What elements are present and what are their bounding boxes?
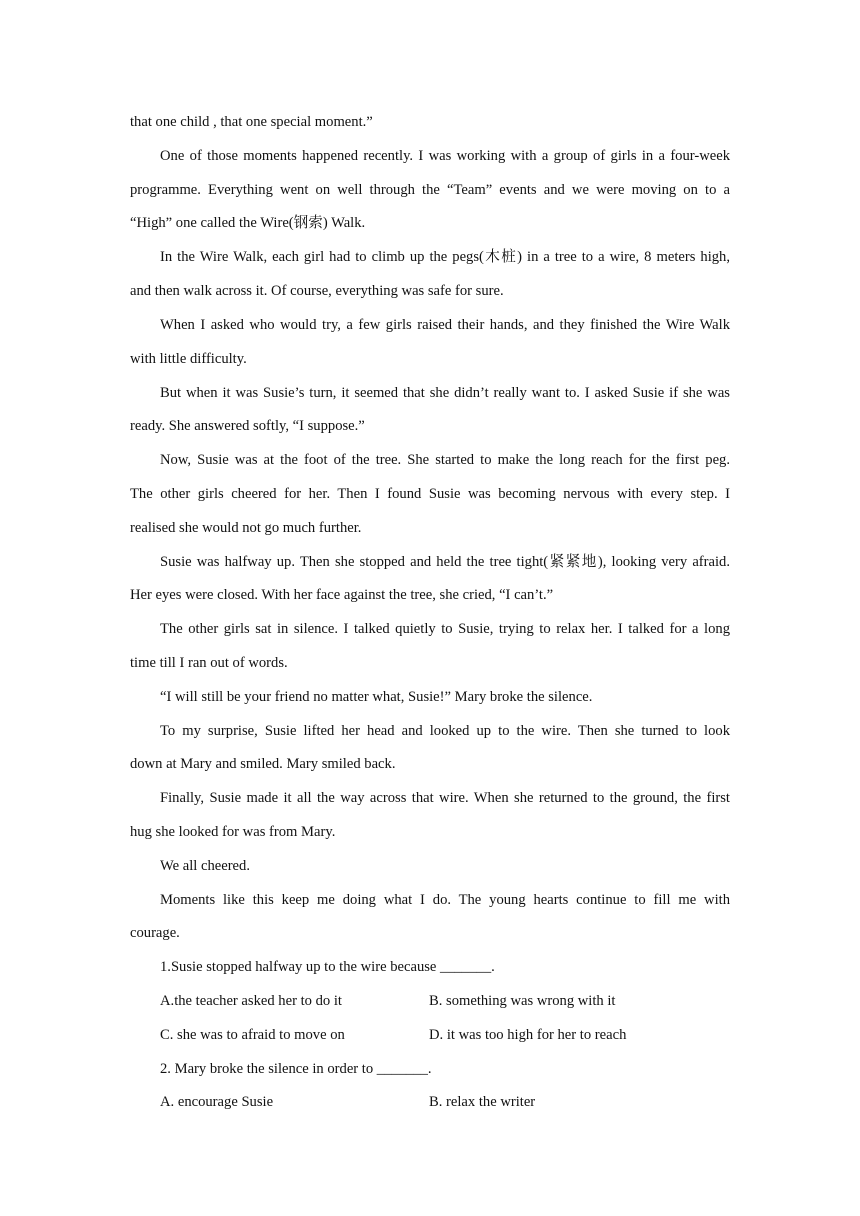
question-1-stem: 1.Susie stopped halfway up to the wire because _______. [160, 959, 495, 975]
question-1-option-b: B. something was wrong with it [429, 993, 616, 1009]
passage-line: down at Mary and smiled. Mary smiled back. [130, 756, 396, 772]
question-2-stem: 2. Mary broke the silence in order to _______. [160, 1061, 432, 1077]
passage-paragraph-start: We all cheered. [160, 858, 250, 874]
passage-line: programme. Everything went on well through the “Team” events and we were moving on to a [130, 182, 730, 198]
passage-paragraph-start: Now, Susie was at the foot of the tree. She started to make the long reach for the first peg. [160, 452, 730, 468]
question-1-option-a: A.the teacher asked her to do it [160, 993, 342, 1009]
passage-line: time till I ran out of words. [130, 655, 288, 671]
question-1-option-d: D. it was too high for her to reach [429, 1027, 627, 1043]
passage-line: hug she looked for was from Mary. [130, 824, 336, 840]
passage-line: courage. [130, 925, 180, 941]
passage-line: realised she would not go much further. [130, 520, 362, 536]
passage-paragraph-start: Finally, Susie made it all the way across that wire. When she returned to the ground, the first [160, 790, 730, 806]
passage-line: with little difficulty. [130, 351, 247, 367]
passage-line: Her eyes were closed. With her face against the tree, she cried, “I can’t.” [130, 587, 554, 603]
passage-paragraph-start: Moments like this keep me doing what I do. The young hearts continue to fill me with [160, 892, 730, 908]
passage-paragraph-start: “I will still be your friend no matter what, Susie!” Mary broke the silence. [160, 689, 593, 705]
passage-paragraph-start: To my surprise, Susie lifted her head and looked up to the wire. Then she turned to look [160, 723, 730, 739]
passage-line: that one child , that one special moment.” [130, 114, 373, 130]
passage-paragraph-start: But when it was Susie’s turn, it seemed that she didn’t really want to. I asked Susie if she was [160, 385, 730, 401]
passage-line: The other girls cheered for her. Then I found Susie was becoming nervous with every step. I [130, 486, 730, 502]
question-2-option-a: A. encourage Susie [160, 1094, 274, 1110]
question-2-option-b: B. relax the writer [429, 1094, 536, 1110]
passage-line: “High” one called the Wire(钢索) Walk. [130, 215, 366, 231]
question-1-option-c: C. she was to afraid to move on [160, 1027, 345, 1043]
passage-line: ready. She answered softly, “I suppose.” [130, 418, 365, 434]
passage-paragraph-start: The other girls sat in silence. I talked quietly to Susie, trying to relax her. I talked for a long [160, 621, 730, 637]
passage-line: and then walk across it. Of course, everything was safe for sure. [130, 283, 504, 299]
passage-paragraph-start: When I asked who would try, a few girls raised their hands, and they finished the Wire Walk [160, 317, 730, 333]
passage-paragraph-start: In the Wire Walk, each girl had to climb up the pegs(木桩) in a tree to a wire, 8 meters high, [160, 249, 730, 265]
passage-paragraph-start: Susie was halfway up. Then she stopped and held the tree tight(紧紧地), looking very afraid. [160, 554, 730, 570]
passage-paragraph-start: One of those moments happened recently. I was working with a group of girls in a four-week [160, 148, 730, 164]
